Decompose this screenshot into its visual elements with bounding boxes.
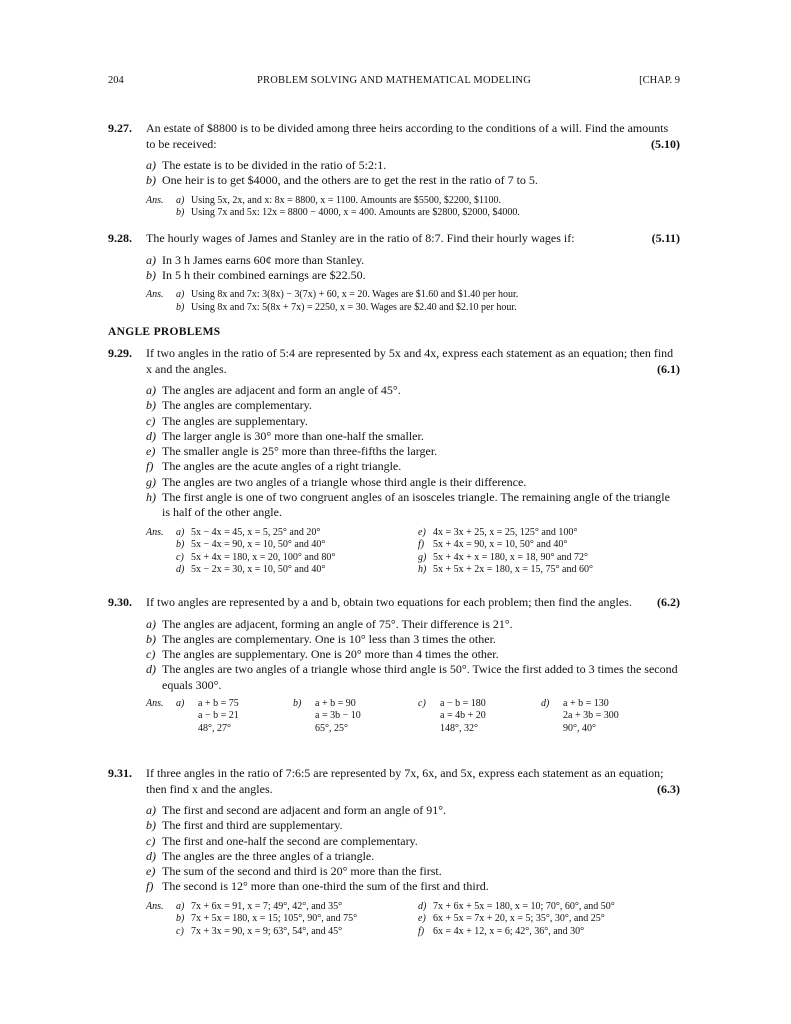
part-item bbox=[146, 253, 680, 268]
part-label: b) bbox=[146, 818, 156, 833]
answer-column-right bbox=[418, 527, 658, 577]
part-text: a = 4b + 20 bbox=[440, 710, 486, 722]
part-text: 7x + 3x = 90, x = 9; 63°, 54°, and 45° bbox=[191, 925, 343, 937]
part-label: c) bbox=[418, 697, 426, 709]
part-label: c) bbox=[146, 413, 156, 428]
section-reference: (6.1) bbox=[657, 361, 680, 376]
problem-parts bbox=[146, 803, 680, 895]
part-item bbox=[146, 662, 680, 693]
answer-line bbox=[418, 926, 658, 939]
part-text: 5x + 4x + x = 180, x = 18, 90° and 72° bbox=[433, 551, 588, 563]
part-item bbox=[146, 490, 680, 521]
part-text: One heir is to get $4000, and the others are to get the rest in the ratio of 7 to 5. bbox=[162, 173, 538, 188]
part-text: The estate is to be divided in the ratio of 5:2:1. bbox=[162, 158, 387, 172]
problem-parts bbox=[146, 617, 680, 693]
part-label: a) bbox=[146, 158, 156, 172]
problem-parts bbox=[146, 383, 680, 521]
part-text: The angles are supplementary. One is 20° more than 4 times the other. bbox=[162, 647, 499, 662]
part-label: f) bbox=[418, 925, 425, 937]
part-text: The angles are adjacent and form an angle of 45°. bbox=[162, 383, 401, 397]
part-text: 90°, 40° bbox=[563, 722, 596, 734]
part-item bbox=[146, 173, 680, 188]
part-text: Using 5x, 2x, and x: 8x = 8800, x = 1100. Amounts are $5500, $2200, $1100. bbox=[191, 194, 501, 206]
part-text: The angles are the acute angles of a right triangle. bbox=[162, 459, 402, 474]
part-label: h) bbox=[146, 490, 156, 505]
part-text: 5x − 4x = 45, x = 5, 25° and 20° bbox=[191, 526, 321, 538]
problem-parts bbox=[146, 158, 680, 189]
ans-label: Ans. bbox=[146, 194, 164, 206]
part-label: a) bbox=[176, 697, 185, 709]
part-label: b) bbox=[176, 301, 185, 313]
part-label: g) bbox=[146, 474, 156, 489]
answer-column-right bbox=[418, 901, 658, 939]
part-text: 6x + 5x = 7x + 20, x = 5; 35°, 30°, and 25° bbox=[433, 913, 605, 925]
section-heading: ANGLE PROBLEMS bbox=[108, 326, 221, 338]
problem-statement: If three angles in the ratio of 7:6:5 are represented by 7x, 6x, and 5x, express each statement as an equation; then find x and the angles. (6.3) bbox=[146, 766, 680, 796]
answer-line bbox=[176, 527, 416, 540]
part-label: b) bbox=[176, 539, 185, 551]
part-label: a) bbox=[176, 194, 185, 206]
part-text: The angles are supplementary. bbox=[162, 413, 308, 428]
part-label: b) bbox=[146, 173, 156, 188]
page-number: 204 bbox=[108, 75, 124, 86]
part-text: 5x + 4x = 90, x = 10, 50° and 40° bbox=[433, 539, 568, 551]
part-text: a − b = 21 bbox=[198, 710, 239, 722]
part-item bbox=[146, 803, 680, 818]
part-item bbox=[146, 158, 680, 173]
part-item bbox=[146, 414, 680, 429]
answer-line bbox=[176, 539, 416, 552]
part-text: Using 8x and 7x: 5(8x + 7x) = 2250, x = 30. Wages are $2.40 and $2.10 per hour. bbox=[191, 301, 517, 313]
answer-line bbox=[418, 552, 658, 565]
part-item bbox=[146, 268, 680, 283]
part-text bbox=[198, 698, 239, 736]
problem-9-30 bbox=[108, 595, 680, 736]
part-text: The first angle is one of two congruent angles of an isosceles triangle. The remaining angle of the triangle is half of the other angle. bbox=[162, 490, 670, 520]
part-item bbox=[146, 632, 680, 647]
part-item bbox=[146, 398, 680, 413]
part-text: The angles are adjacent, forming an angle of 75°. Their difference is 21°. bbox=[162, 616, 513, 631]
part-item bbox=[146, 429, 680, 444]
chapter-label: [CHAP. 9 bbox=[639, 75, 680, 86]
part-label: h) bbox=[418, 564, 427, 576]
problem-9-27 bbox=[108, 121, 680, 220]
part-text: In 3 h James earns 60¢ more than Stanley. bbox=[162, 252, 365, 267]
problem-statement: (5.11) The hourly wages of James and Stanley are in the ratio of 8:7. Find their hourly wages if: bbox=[146, 231, 680, 245]
part-text: The first and third are supplementary. bbox=[162, 818, 343, 833]
problem-9-29 bbox=[108, 346, 680, 577]
part-text: 5x + 5x + 2x = 180, x = 15, 75° and 60° bbox=[433, 564, 593, 576]
problem-statement: If two angles in the ratio of 5:4 are represented by 5x and 4x, express each statement as an equation; then find x and the angles. (6.1) bbox=[146, 346, 680, 376]
part-label: a) bbox=[146, 383, 156, 397]
answer-line bbox=[176, 913, 416, 926]
part-text bbox=[440, 698, 486, 736]
part-text: 5x − 2x = 30, x = 10, 50° and 40° bbox=[191, 564, 326, 576]
part-text: 4x = 3x + 25, x = 25, 125° and 100° bbox=[433, 526, 578, 538]
answer-line bbox=[146, 195, 680, 208]
ans-label: Ans. bbox=[146, 526, 164, 538]
part-label: e) bbox=[146, 444, 156, 459]
part-label: a) bbox=[146, 616, 156, 631]
part-text: The first and second are adjacent and form an angle of 91°. bbox=[162, 803, 447, 817]
part-text bbox=[315, 698, 361, 736]
ans-label: Ans. bbox=[146, 289, 164, 301]
part-label: d) bbox=[146, 848, 156, 863]
section-reference: (5.11) bbox=[651, 231, 680, 245]
answer-line bbox=[146, 207, 680, 220]
part-label: a) bbox=[176, 526, 185, 538]
part-label: b) bbox=[146, 398, 156, 413]
part-text: 7x + 5x = 180, x = 15; 105°, 90°, and 75° bbox=[191, 913, 358, 925]
part-text: The second is 12° more than one-third the sum of the first and third. bbox=[162, 879, 489, 894]
part-text: 6x = 4x + 12, x = 6; 42°, 36°, and 30° bbox=[433, 925, 585, 937]
part-text: 5x + 4x = 180, x = 20, 100° and 80° bbox=[191, 551, 336, 563]
part-label: f) bbox=[146, 459, 154, 474]
part-text: a − b = 180 bbox=[440, 697, 486, 709]
part-label: e) bbox=[418, 913, 426, 925]
part-item bbox=[146, 647, 680, 662]
part-item bbox=[146, 834, 680, 849]
answer-line bbox=[418, 564, 658, 577]
answer-line bbox=[176, 926, 416, 939]
problem-parts bbox=[146, 253, 680, 284]
part-text: 2a + 3b = 300 bbox=[563, 710, 619, 722]
problem-statement: An estate of $8800 is to be divided among three heirs according to the conditions of a will. Find the amounts to be received: (5.10) bbox=[146, 121, 680, 151]
answer-line bbox=[146, 302, 680, 315]
part-text: Using 7x and 5x: 12x = 8800 − 4000, x = 400. Amounts are $2800, $2000, $4000. bbox=[191, 207, 520, 219]
answer-block bbox=[146, 901, 680, 939]
part-label: d) bbox=[146, 662, 156, 677]
part-label: c) bbox=[146, 833, 156, 848]
section-reference: (6.3) bbox=[657, 781, 680, 796]
part-label: g) bbox=[418, 551, 427, 563]
running-title: PROBLEM SOLVING AND MATHEMATICAL MODELING bbox=[256, 75, 531, 86]
part-text: 48°, 27° bbox=[198, 722, 231, 734]
problem-number: 9.31. bbox=[108, 766, 132, 780]
ans-label: Ans. bbox=[146, 697, 164, 709]
part-item bbox=[146, 475, 680, 490]
part-text bbox=[563, 698, 619, 736]
part-label: e) bbox=[418, 526, 426, 538]
part-label: a) bbox=[176, 289, 185, 301]
part-text: 7x + 6x + 5x = 180, x = 10; 70°, 60°, and 50° bbox=[433, 900, 615, 912]
problem-number: 9.30. bbox=[108, 595, 132, 609]
answer-line bbox=[176, 552, 416, 565]
part-label: d) bbox=[146, 428, 156, 443]
part-label: a) bbox=[176, 900, 185, 912]
part-label: f) bbox=[418, 539, 425, 551]
answer-block bbox=[146, 698, 680, 736]
part-label: d) bbox=[541, 697, 550, 709]
part-item bbox=[146, 444, 680, 459]
part-label: b) bbox=[146, 631, 156, 646]
answer-line bbox=[418, 527, 658, 540]
part-text: The smaller angle is 25° more than three-fifths the larger. bbox=[162, 444, 438, 459]
answer-line bbox=[418, 901, 658, 914]
part-item bbox=[146, 879, 680, 894]
part-item bbox=[146, 818, 680, 833]
problem-number: 9.27. bbox=[108, 121, 132, 135]
part-item bbox=[146, 459, 680, 474]
part-label: a) bbox=[146, 252, 156, 267]
part-label: c) bbox=[176, 551, 184, 563]
part-item bbox=[146, 864, 680, 879]
part-label: c) bbox=[176, 925, 184, 937]
problem-9-31 bbox=[108, 766, 680, 939]
part-label: a) bbox=[146, 803, 156, 817]
answer-block bbox=[146, 289, 680, 314]
part-label: b) bbox=[176, 207, 185, 219]
part-text: 65°, 25° bbox=[315, 722, 348, 734]
answer-column-left bbox=[176, 901, 416, 939]
answer-line bbox=[418, 913, 658, 926]
part-text: Using 8x and 7x: 3(8x) − 3(7x) + 60, x = 20. Wages are $1.60 and $1.40 per hour. bbox=[191, 289, 519, 301]
answer-line bbox=[176, 564, 416, 577]
part-text: a + b = 75 bbox=[198, 697, 239, 709]
answer-line bbox=[146, 289, 680, 302]
part-text: a + b = 130 bbox=[563, 697, 609, 709]
part-text: The sum of the second and third is 20° more than the first. bbox=[162, 864, 442, 879]
part-item bbox=[146, 849, 680, 864]
part-label: c) bbox=[146, 647, 156, 662]
answer-column-left bbox=[176, 527, 416, 577]
problem-9-28 bbox=[108, 231, 680, 314]
part-text: The angles are two angles of a triangle whose third angle is 50°. Twice the first added to 3 times the second equals 300°. bbox=[162, 662, 678, 692]
ans-label: Ans. bbox=[146, 900, 164, 912]
problem-number: 9.29. bbox=[108, 346, 132, 360]
part-text: The angles are two angles of a triangle whose third angle is their difference. bbox=[162, 474, 527, 489]
answer-line bbox=[418, 539, 658, 552]
part-text: The first and one-half the second are complementary. bbox=[162, 833, 418, 848]
part-label: b) bbox=[146, 267, 156, 282]
part-label: f) bbox=[146, 879, 154, 894]
part-label: b) bbox=[176, 913, 185, 925]
part-text: The angles are the three angles of a triangle. bbox=[162, 848, 375, 863]
part-text: 7x + 6x = 91, x = 7; 49°, 42°, and 35° bbox=[191, 900, 343, 912]
part-label: d) bbox=[418, 900, 427, 912]
part-text: 148°, 32° bbox=[440, 722, 478, 734]
part-text: 5x − 4x = 90, x = 10, 50° and 40° bbox=[191, 539, 326, 551]
part-label: b) bbox=[293, 697, 302, 709]
part-text: The angles are complementary. bbox=[162, 398, 312, 413]
part-text: The angles are complementary. One is 10° less than 3 times the other. bbox=[162, 631, 496, 646]
problem-statement: If two angles are represented by a and b, obtain two equations for each problem; then find the angles. (6.2) bbox=[146, 595, 680, 609]
part-text: The larger angle is 30° more than one-half the smaller. bbox=[162, 428, 424, 443]
section-reference: (5.10) bbox=[651, 136, 680, 151]
part-text: In 5 h their combined earnings are $22.50. bbox=[162, 267, 366, 282]
answer-line bbox=[176, 901, 416, 914]
part-text: a + b = 90 bbox=[315, 697, 356, 709]
section-reference: (6.2) bbox=[657, 595, 680, 609]
answer-block bbox=[146, 195, 680, 220]
part-text: a = 3b − 10 bbox=[315, 710, 361, 722]
problem-number: 9.28. bbox=[108, 231, 132, 245]
part-item bbox=[146, 617, 680, 632]
part-label: e) bbox=[146, 864, 156, 879]
part-item bbox=[146, 383, 680, 398]
answer-block bbox=[146, 527, 680, 577]
part-label: d) bbox=[176, 564, 185, 576]
